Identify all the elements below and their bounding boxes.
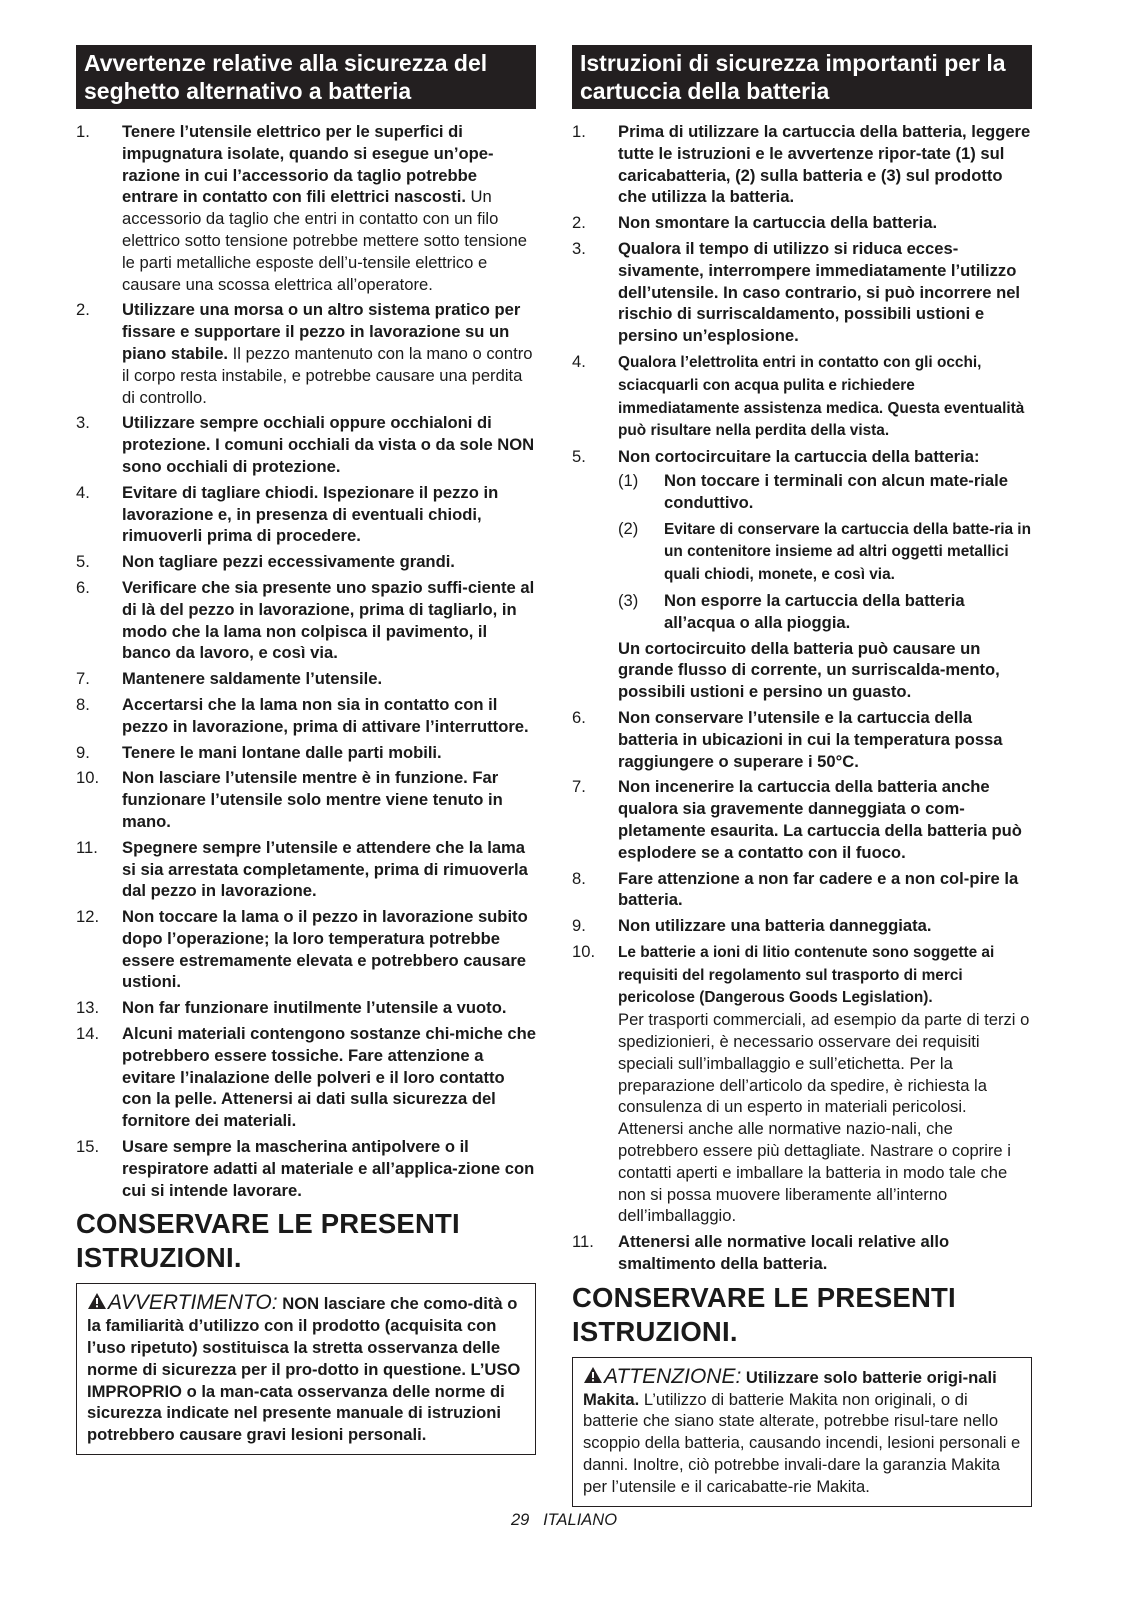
- list-item: [76, 668, 536, 690]
- item-text: Il pezzo mantenuto con la mano o contro il corpo resta instabile, e potrebbe causare una perdita di controllo.: [122, 343, 533, 407]
- item-bold-text: Non lasciare l’utensile mentre è in funzione. Far funzionare l’utensile solo mentre viene tenuto in mano.: [122, 768, 503, 831]
- list-item: [76, 482, 536, 547]
- list-item: [572, 1231, 1032, 1275]
- item-number: 4.: [76, 482, 90, 502]
- item-number: 14.: [76, 1024, 100, 1044]
- item-number: 2.: [76, 300, 90, 320]
- caution-triangle-icon: [583, 1366, 603, 1384]
- item-bold-text: Non cortocircuitare la cartuccia della batteria:: [618, 447, 980, 467]
- item-bold-text: Non incenerire la cartuccia della batteria anche qualora sia gravemente danneggiata o com-pletamente esaurita. La cartuccia della batteria può esplodere se a contatto con il fuoco.: [618, 777, 1022, 862]
- list-item: [76, 551, 536, 573]
- list-item: [572, 868, 1032, 912]
- list-item: [572, 941, 1032, 1227]
- sub-item-text: Non esporre la cartuccia della batteria all’acqua o alla pioggia.: [664, 590, 965, 632]
- item-bold-text: Non far funzionare inutilmente l’utensile a vuoto.: [122, 998, 507, 1018]
- list-item: [76, 1136, 536, 1201]
- sub-list-item: [618, 590, 1032, 634]
- item-number: 6.: [572, 707, 586, 727]
- list-item: [572, 915, 1032, 937]
- item-number: 8.: [572, 868, 586, 888]
- item-bold-text: Qualora l’elettrolita entri in contatto con gli occhi, sciacquarli con acqua pulita e richiedere immediatamente assistenza medica. Questa eventualità può risultare nella perdita della vista.: [618, 353, 1025, 440]
- list-item: [572, 446, 1032, 703]
- sub-list-item: [618, 518, 1032, 586]
- item-number: 6.: [76, 577, 90, 597]
- sub-item-text: Non toccare i terminali con alcun mate-riale conduttivo.: [664, 470, 1008, 512]
- item-bold-text: Utilizzare una morsa o un altro sistema pratico per fissare e supportare il pezzo in lavorazione su un piano stabile.: [122, 300, 521, 363]
- item-text: Un accessorio da taglio che entri in contatto con un filo elettrico sotto tensione potrebbe mettere sotto tensione le parti metalliche esposte dell’u-tensile elettrico e causare una scossa elettrica all’operatore.: [122, 187, 527, 294]
- item-bold-text: Tenere l’utensile elettrico per le superfici di impugnatura isolate, quando si esegue un’ope-razione in cui l’accessorio da taglio potrebbe entrare in contatto con fili elettrici nascosti.: [122, 122, 494, 207]
- item-number: 9.: [572, 916, 586, 936]
- item-bold-text: Spegnere sempre l’utensile e attendere che la lama si sia arrestata completamente, prima di rimuoverla dal pezzo in lavorazione.: [122, 837, 528, 901]
- item-bold-text: Le batterie a ioni di litio contenute sono soggette ai requisiti del regolamento sul trasporto di merci pericolose (Dangerous Goods Legislation).: [618, 943, 995, 1007]
- warning-label: AVVERTIMENTO:: [108, 1291, 278, 1315]
- caution-text: L’utilizzo di batterie Makita non originali, o di batterie che siano state alterate, potrebbe risul-tare nello scoppio della batteria, causando incendi, lesioni personali e danni. Inoltre, ciò potrebbe invali-dare la garanzia Makita per l’utensile e il caricabatte-rie Makita.: [583, 1389, 1021, 1496]
- item-number: 1.: [572, 122, 586, 141]
- item-number: 3.: [76, 413, 90, 433]
- section-header-battery-safety: Istruzioni di sicurezza importanti per la cartuccia della batteria: [572, 45, 1032, 109]
- item-bold-text: Prima di utilizzare la cartuccia della batteria, leggere tutte le istruzioni e le avvertenze ripor-tate (1) sul caricabatteria, (2) sulla batteria e (3) sul prodotto che utilizza la batteria.: [618, 122, 1031, 207]
- item-number: 2.: [572, 213, 586, 233]
- sub-item-text: Evitare di conservare la cartuccia della batte-ria in un contenitore insieme ad altri oggetti metallici quali chiodi, monete, e così via.: [664, 520, 1031, 584]
- language-label: ITALIANO: [543, 1511, 618, 1529]
- item-bold-text: Fare attenzione a non far cadere e a non col-pire la batteria.: [618, 868, 1019, 910]
- list-item: [76, 742, 536, 764]
- item-bold-text: Usare sempre la mascherina antipolvere o il respiratore adatti al materiale e all’applica-zione con cui si intende lavorare.: [122, 1137, 535, 1200]
- warning-box: [76, 1283, 536, 1455]
- list-item: [76, 694, 536, 738]
- item-bold-text: Evitare di tagliare chiodi. Ispezionare il pezzo in lavorazione e, in presenza di eventuali chiodi, rimuoverli prima di procedere.: [122, 482, 499, 546]
- item-number: 10.: [76, 768, 100, 788]
- sub-list-item: [618, 470, 1032, 514]
- caution-box: [572, 1357, 1032, 1507]
- list-item: [76, 906, 536, 993]
- item-number: 5.: [76, 552, 90, 572]
- list-item: [76, 767, 536, 832]
- right-column: [572, 45, 1032, 1507]
- item-bold-text: Non smontare la cartuccia della batteria.: [618, 213, 938, 233]
- item-number: 13.: [76, 998, 100, 1018]
- page-footer: [0, 1511, 1128, 1530]
- item-bold-text: Alcuni materiali contengono sostanze chi-miche che potrebbero essere tossiche. Fare attenzione a evitare l’inalazione delle polveri e il loro contatto con la pelle. Attenersi ai dati sulla sicurezza del fornitore dei materiali.: [122, 1024, 537, 1131]
- sub-item-number: (1): [618, 470, 639, 490]
- list-item: [76, 997, 536, 1019]
- list-item: [572, 707, 1032, 772]
- item-bold-text: Accertarsi che la lama non sia in contatto con il pezzo in lavorazione, prima di attivare l’interruttore.: [122, 694, 529, 736]
- item-number: 11.: [572, 1232, 594, 1252]
- battery-safety-list: [572, 121, 1032, 1275]
- warning-text: NON lasciare che como-dità o la familiarità d’utilizzo con il prodotto (acquisita con l’uso ripetuto) sostituisca la stretta osservanza delle norme di sicurezza per il pro-dotto in questione. L’USO IMPROPRIO o la man-cata osservanza delle norme di sicurezza indicate nel presente manuale di istruzioni potrebbero causare gravi lesioni personali.: [87, 1294, 521, 1445]
- item-text: Per trasporti commerciali, ad esempio da parte di terzi o spedizionieri, è necessario osservare dei requisiti speciali sull’imballaggio e sull’etichetta. Per la preparazione dell’articolo da spedire, è richiesta la consulenza di un esperto in materiali pericolosi. Attenersi anche alle normative nazio-nali, che potrebbero essere più dettagliate. Nastrare o coprire i contatti aperti e imballare la batteria in modo tale che non si possa muovere liberamente all’interno dell’imballaggio.: [618, 1010, 1030, 1226]
- item-number: 10.: [572, 941, 596, 961]
- item-number: 15.: [76, 1137, 100, 1157]
- item-after-text: Un cortocircuito della batteria può causare un grande flusso di corrente, un surriscalda-mento, possibili ustioni e persino un guasto.: [618, 638, 1000, 702]
- save-instructions-title: CONSERVARE LE PRESENTI ISTRUZIONI.: [76, 1208, 460, 1274]
- item-number: 8.: [76, 694, 90, 714]
- item-number: 1.: [76, 122, 90, 141]
- list-item: [76, 299, 536, 408]
- item-bold-text: Attenersi alle normative locali relative allo smaltimento della batteria.: [618, 1232, 950, 1274]
- page-number: 29: [510, 1511, 530, 1529]
- item-number: 7.: [76, 669, 90, 689]
- item-number: 7.: [572, 777, 586, 797]
- sub-item-number: (2): [618, 518, 639, 538]
- sub-item-number: (3): [618, 590, 639, 610]
- left-column: [76, 45, 536, 1455]
- warning-triangle-icon: [87, 1292, 107, 1310]
- item-bold-text: Non tagliare pezzi eccessivamente grandi.: [122, 552, 455, 572]
- list-item: [76, 1023, 536, 1132]
- item-bold-text: Qualora il tempo di utilizzo si riduca ecces-sivamente, interrompere immediatamente l’utilizzo dell’utensile. In caso contrario, si può incorrere nel rischio di surriscaldamento, possibili ustioni e persino un’esplosione.: [618, 238, 1021, 346]
- list-item: [572, 776, 1032, 863]
- item-number: 12.: [76, 907, 100, 927]
- list-item: [76, 837, 536, 902]
- item-number: 11.: [76, 837, 98, 857]
- item-number: 3.: [572, 238, 586, 258]
- item-number: 5.: [572, 447, 586, 467]
- item-bold-text: Non conservare l’utensile e la cartuccia della batteria in ubicazioni in cui la temperatura possa raggiungere o superare i 50°C.: [618, 707, 1003, 771]
- list-item: [76, 412, 536, 477]
- item-bold-text: Utilizzare sempre occhiali oppure occhialoni di protezione. I comuni occhiali da vista o da sole NON sono occhiali di protezione.: [122, 413, 535, 476]
- jigsaw-safety-list: [76, 121, 536, 1201]
- list-item: [572, 238, 1032, 347]
- item-bold-text: Mantenere saldamente l’utensile.: [122, 669, 383, 689]
- save-instructions-title-right: CONSERVARE LE PRESENTI ISTRUZIONI.: [572, 1281, 956, 1347]
- item-bold-text: Verificare che sia presente uno spazio suffi-ciente al di là del pezzo in lavorazione, prima di tagliarlo, in modo che la lama non colpisca il pavimento, il banco da lavoro, e così via.: [122, 577, 535, 663]
- list-item: [572, 351, 1032, 442]
- item-bold-text: Non toccare la lama o il pezzo in lavorazione subito dopo l’operazione; la loro temperatura potrebbe essere estremamente elevata e potrebbero causare ustioni.: [122, 907, 528, 992]
- list-item: [76, 577, 536, 664]
- section-header-jigsaw-safety: Avvertenze relative alla sicurezza del seghetto alternativo a batteria: [76, 45, 536, 109]
- list-item: [572, 212, 1032, 234]
- item-number: 4.: [572, 351, 586, 371]
- sub-list: [618, 470, 1032, 634]
- list-item: [76, 121, 536, 295]
- item-bold-text: Tenere le mani lontane dalle parti mobili.: [122, 742, 442, 762]
- item-number: 9.: [76, 742, 90, 762]
- caution-label: ATTENZIONE:: [604, 1364, 742, 1388]
- list-item: [572, 121, 1032, 208]
- caution-bold-text: Utilizzare solo batterie origi-nali Makita.: [583, 1367, 997, 1409]
- item-bold-text: Non utilizzare una batteria danneggiata.: [618, 916, 932, 936]
